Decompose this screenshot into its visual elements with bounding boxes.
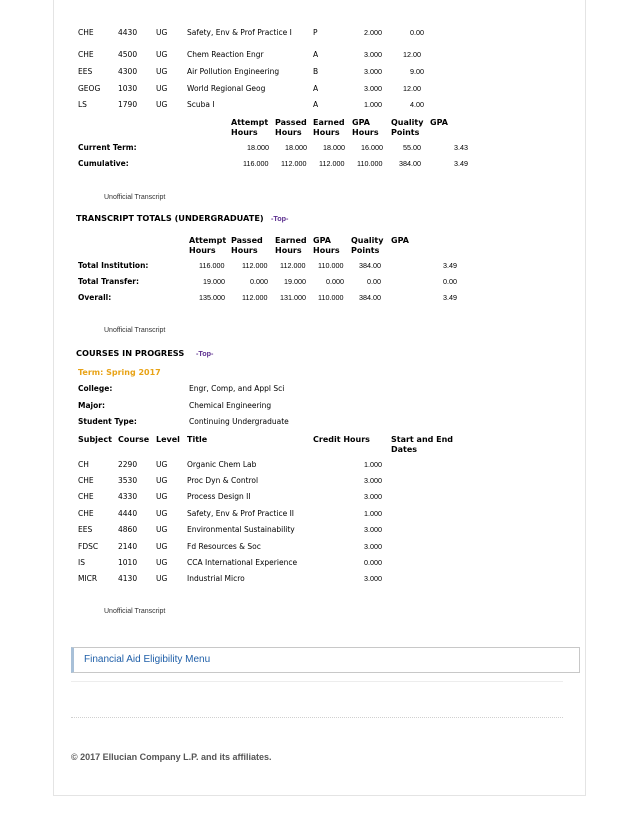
table-row — [0, 555, 638, 571]
table-row — [0, 457, 638, 473]
title: Scuba I — [187, 100, 215, 109]
level: UG — [156, 525, 168, 534]
course: 2140 — [118, 542, 138, 551]
term-course-row — [0, 25, 638, 41]
credit-hours: 1.000 — [364, 460, 382, 469]
credit-hours: 3.000 — [364, 476, 382, 485]
title: Chem Reaction Engr — [187, 50, 264, 59]
credit-hours: 3.000 — [364, 492, 382, 501]
course-header: Course — [118, 435, 150, 444]
course: 1030 — [118, 84, 138, 93]
attempt-hours-header: Attempt Hours — [189, 236, 227, 255]
unofficial-transcript-label: Unofficial Transcript — [104, 194, 166, 201]
level: UG — [156, 492, 168, 501]
course: 3530 — [118, 476, 138, 485]
attempt-hours: 18.000 — [247, 143, 269, 152]
info-value: Continuing Undergraduate — [189, 417, 289, 426]
credit-hours-header: Credit Hours — [313, 435, 370, 444]
gpa-hours-header: GPA Hours — [352, 118, 379, 137]
level: UG — [156, 28, 168, 37]
title: Industrial Micro — [187, 574, 245, 583]
earned-hours: 19.000 — [284, 277, 306, 286]
transcript-totals-title: TRANSCRIPT TOTALS (UNDERGRADUATE) — [76, 213, 264, 223]
row-label: Current Term: — [78, 143, 137, 152]
table-row — [0, 489, 638, 505]
subject: FDSC — [78, 542, 99, 551]
totals-row — [0, 290, 638, 306]
level: UG — [156, 574, 168, 583]
info-row — [0, 398, 638, 414]
gpa-hours-header: GPA Hours — [313, 236, 340, 255]
level: UG — [156, 100, 168, 109]
row-label: Overall: — [78, 293, 112, 302]
term-label: Term: Spring 2017 — [78, 368, 161, 377]
course: 4430 — [118, 28, 138, 37]
info-label: College: — [78, 384, 113, 393]
info-value: Chemical Engineering — [189, 401, 272, 410]
row-label: Total Institution: — [78, 261, 149, 270]
unofficial-transcript-label: Unofficial Transcript — [104, 608, 166, 615]
level: UG — [156, 509, 168, 518]
term-course-row — [0, 64, 638, 80]
level-header: Level — [156, 435, 180, 444]
subject: CHE — [78, 492, 94, 501]
passed-hours-header: Passed Hours — [231, 236, 263, 255]
gpa: 3.49 — [443, 293, 457, 302]
credit-hours: 3.000 — [364, 84, 382, 93]
course: 4130 — [118, 574, 138, 583]
credit-hours: 3.000 — [364, 67, 382, 76]
gpa: 3.43 — [454, 143, 468, 152]
earned-hours: 131.000 — [280, 293, 306, 302]
subject: CH — [78, 460, 89, 469]
subject: LS — [78, 100, 87, 109]
course: 1790 — [118, 100, 138, 109]
totals-row — [0, 274, 638, 290]
financial-aid-menu-link[interactable]: Financial Aid Eligibility Menu — [84, 654, 211, 665]
grade: P — [313, 28, 318, 37]
level: UG — [156, 50, 168, 59]
course: 4300 — [118, 67, 138, 76]
title: CCA International Experience — [187, 558, 298, 567]
quality-points: 384.00 — [359, 261, 381, 270]
gpa: 3.49 — [443, 261, 457, 270]
title: Safety, Env & Prof Practice I — [187, 28, 292, 37]
level: UG — [156, 558, 168, 567]
top-link[interactable]: -Top- — [271, 214, 289, 223]
info-row — [0, 414, 638, 430]
gpa-hours: 110.000 — [357, 159, 383, 168]
course: 2290 — [118, 460, 138, 469]
current-term-row — [0, 140, 638, 156]
quality-points: 384.00 — [359, 293, 381, 302]
quality-points: 0.00 — [367, 277, 381, 286]
earned-hours: 112.000 — [319, 159, 345, 168]
attempt-hours: 116.000 — [199, 261, 225, 270]
financial-aid-menu-box[interactable] — [71, 647, 580, 673]
title: World Regional Geog — [187, 84, 266, 93]
level: UG — [156, 67, 168, 76]
earned-hours-header: Earned Hours — [313, 118, 345, 137]
credit-hours: 0.000 — [364, 558, 382, 567]
totals-row — [0, 258, 638, 274]
table-row — [0, 506, 638, 522]
subject: MICR — [78, 574, 98, 583]
cumulative-row — [0, 156, 638, 172]
divider — [71, 681, 563, 682]
course: 4440 — [118, 509, 138, 518]
dates-header: Start and End Dates — [391, 435, 454, 454]
title-header: Title — [187, 435, 208, 444]
subject: GEOG — [78, 84, 101, 93]
passed-hours: 112.000 — [242, 261, 268, 270]
table-row — [0, 571, 638, 587]
term-course-row — [0, 81, 638, 97]
gpa: 0.00 — [443, 277, 457, 286]
credit-hours: 1.000 — [364, 100, 382, 109]
top-link[interactable]: -Top- — [196, 349, 214, 358]
quality-points: 0.00 — [410, 28, 424, 37]
credit-hours: 3.000 — [364, 50, 382, 59]
info-row — [0, 381, 638, 397]
term-course-row — [0, 47, 638, 63]
quality-points: 9.00 — [410, 67, 424, 76]
attempt-hours: 135.000 — [199, 293, 225, 302]
attempt-hours-header: Attempt Hours — [231, 118, 269, 137]
passed-hours: 0.000 — [250, 277, 268, 286]
credit-hours: 1.000 — [364, 509, 382, 518]
grade: A — [313, 84, 319, 93]
gpa-header: GPA — [391, 236, 409, 245]
copyright: © 2017 Ellucian Company L.P. and its affiliates. — [71, 752, 272, 762]
title: Safety, Env & Prof Practice II — [187, 509, 294, 518]
title: Air Pollution Engineering — [187, 67, 280, 76]
attempt-hours: 116.000 — [243, 159, 269, 168]
table-row — [0, 473, 638, 489]
quality-points: 12.00 — [403, 84, 421, 93]
subject: CHE — [78, 509, 94, 518]
level: UG — [156, 460, 168, 469]
grade: B — [313, 67, 319, 76]
subject: CHE — [78, 476, 94, 485]
passed-hours: 112.000 — [281, 159, 307, 168]
info-label: Major: — [78, 401, 105, 410]
credit-hours: 3.000 — [364, 574, 382, 583]
level: UG — [156, 542, 168, 551]
gpa-hours: 110.000 — [318, 261, 344, 270]
level: UG — [156, 476, 168, 485]
quality-points: 55.00 — [403, 143, 421, 152]
quality-points: 12.00 — [403, 50, 421, 59]
subject-header: Subject — [78, 435, 112, 444]
passed-hours-header: Passed Hours — [275, 118, 307, 137]
passed-hours: 112.000 — [242, 293, 268, 302]
gpa: 3.49 — [454, 159, 468, 168]
grade: A — [313, 100, 319, 109]
subject: EES — [78, 525, 93, 534]
passed-hours: 18.000 — [285, 143, 307, 152]
info-label: Student Type: — [78, 417, 137, 426]
course: 4860 — [118, 525, 138, 534]
table-row — [0, 539, 638, 555]
quality-points: 4.00 — [410, 100, 424, 109]
grade: A — [313, 50, 319, 59]
earned-hours-header: Earned Hours — [275, 236, 307, 255]
earned-hours: 112.000 — [280, 261, 306, 270]
quality-points-header: Quality Points — [351, 236, 384, 255]
quality-points: 384.00 — [399, 159, 421, 168]
credit-hours: 2.000 — [364, 28, 382, 37]
course: 4500 — [118, 50, 138, 59]
subject: EES — [78, 67, 93, 76]
row-label: Total Transfer: — [78, 277, 140, 286]
credit-hours: 3.000 — [364, 525, 382, 534]
level: UG — [156, 84, 168, 93]
info-value: Engr, Comp, and Appl Sci — [189, 384, 285, 393]
attempt-hours: 19.000 — [203, 277, 225, 286]
course: 1010 — [118, 558, 138, 567]
title: Process Design II — [187, 492, 251, 501]
quality-points-header: Quality Points — [391, 118, 424, 137]
gpa-header: GPA — [430, 118, 448, 127]
term-course-row — [0, 97, 638, 113]
unofficial-transcript-label: Unofficial Transcript — [104, 327, 166, 334]
title: Organic Chem Lab — [187, 460, 257, 469]
earned-hours: 18.000 — [323, 143, 345, 152]
courses-in-progress-title: COURSES IN PROGRESS — [76, 348, 185, 358]
subject: IS — [78, 558, 85, 567]
row-label: Cumulative: — [78, 159, 129, 168]
title: Environmental Sustainability — [187, 525, 295, 534]
gpa-hours: 16.000 — [361, 143, 383, 152]
gpa-hours: 0.000 — [326, 277, 344, 286]
title: Fd Resources & Soc — [187, 542, 261, 551]
gpa-hours: 110.000 — [318, 293, 344, 302]
course: 4330 — [118, 492, 138, 501]
credit-hours: 3.000 — [364, 542, 382, 551]
subject: CHE — [78, 50, 94, 59]
subject: CHE — [78, 28, 94, 37]
table-row — [0, 522, 638, 538]
title: Proc Dyn & Control — [187, 476, 259, 485]
divider — [71, 717, 563, 718]
